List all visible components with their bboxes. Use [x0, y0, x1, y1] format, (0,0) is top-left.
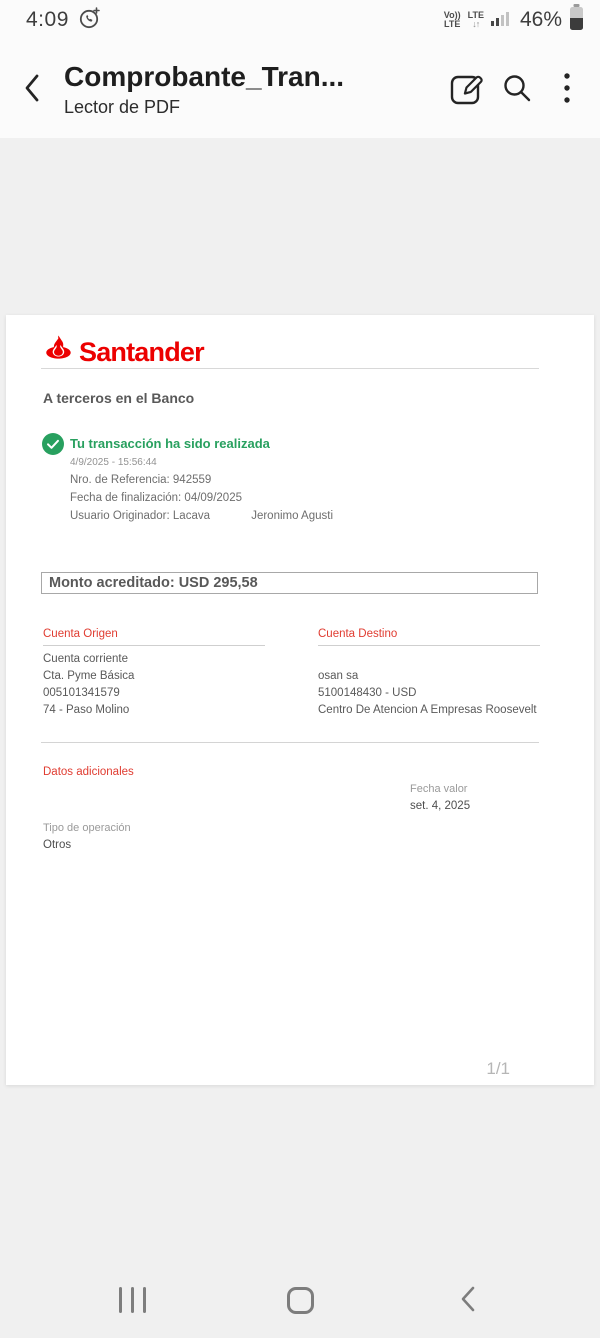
three-dot-menu-icon [563, 71, 571, 108]
pdf-viewport[interactable] [0, 138, 600, 1338]
reference-number: Nro. de Referencia: 942559 [70, 474, 212, 486]
origin-account-type: Cuenta corriente [43, 652, 129, 665]
origin-branch: 74 - Paso Molino [43, 703, 130, 716]
overflow-menu-button[interactable] [542, 59, 592, 119]
navigation-bar [0, 1262, 600, 1338]
page-indicator: 1/1 [486, 1059, 510, 1078]
value-date-block [410, 783, 470, 812]
edit-annotate-button[interactable] [442, 59, 492, 119]
status-message: Tu transacción ha sido realizada [70, 436, 270, 451]
status-datetime: 4/9/2025 - 15:56:44 [70, 457, 157, 468]
pdf-page [6, 315, 594, 1085]
whatsapp-notification-icon [78, 6, 102, 35]
additional-data-title: Datos adicionales [43, 766, 134, 778]
search-button[interactable] [492, 59, 542, 119]
recents-icon [119, 1287, 146, 1313]
battery-icon [569, 4, 584, 36]
santander-flame-icon [42, 335, 74, 369]
transaction-status [42, 433, 333, 522]
origin-product: Cta. Pyme Básica [43, 669, 135, 682]
document-title: Comprobante_Tran... [64, 60, 345, 92]
nav-back-button[interactable] [438, 1270, 498, 1330]
santander-logo [42, 335, 204, 369]
battery-percent: 46% [519, 8, 562, 31]
santander-wordmark: Santander [79, 336, 204, 367]
section-divider [41, 742, 539, 743]
operation-type-value: Otros [43, 839, 72, 851]
value-date-value: set. 4, 2025 [410, 800, 471, 812]
chevron-left-icon [21, 72, 43, 107]
originator-line [70, 510, 333, 522]
app-name-label: Lector de PDF [64, 96, 181, 117]
app-header [0, 40, 600, 138]
origin-section-title: Cuenta Origen [43, 628, 265, 646]
operation-type-label: Tipo de operación [43, 822, 131, 834]
nav-back-icon [458, 1284, 478, 1317]
receipt-title: A terceros en el Banco [43, 390, 195, 406]
destination-spacer [318, 650, 540, 667]
recents-button[interactable] [102, 1270, 162, 1330]
value-date-label: Fecha valor [410, 783, 468, 795]
origin-account-number: 005101341579 [43, 686, 120, 699]
operation-type-block [43, 822, 131, 851]
origin-account-section [43, 628, 265, 718]
home-icon [287, 1287, 314, 1314]
amount-box: Monto acreditado: USD 295,58 [41, 572, 538, 594]
search-icon [500, 71, 534, 108]
clock-time: 4:09 [26, 8, 69, 31]
success-check-icon [42, 433, 64, 522]
destination-holder: osan sa [318, 669, 359, 682]
originator-name: Jeronimo Agusti [251, 510, 334, 522]
destination-account-number: 5100148430 - USD [318, 686, 417, 699]
volte-icon: Vo)) LTE [443, 10, 461, 29]
home-button[interactable] [270, 1270, 330, 1330]
lte-data-icon: LTE ↓↑ [467, 10, 484, 29]
signal-strength-icon [491, 9, 511, 32]
originator-label: Usuario Originador: Lacava [70, 510, 210, 522]
destination-branch: Centro De Atencion A Empresas Roosevelt [318, 703, 537, 716]
finalization-date: Fecha de finalización: 04/09/2025 [70, 492, 242, 504]
destination-account-section [318, 628, 540, 718]
header-actions [442, 59, 600, 119]
back-button[interactable] [0, 59, 64, 119]
edit-pencil-icon [447, 68, 487, 111]
destination-section-title: Cuenta Destino [318, 628, 540, 646]
logo-divider [41, 368, 539, 369]
status-bar [0, 0, 600, 40]
